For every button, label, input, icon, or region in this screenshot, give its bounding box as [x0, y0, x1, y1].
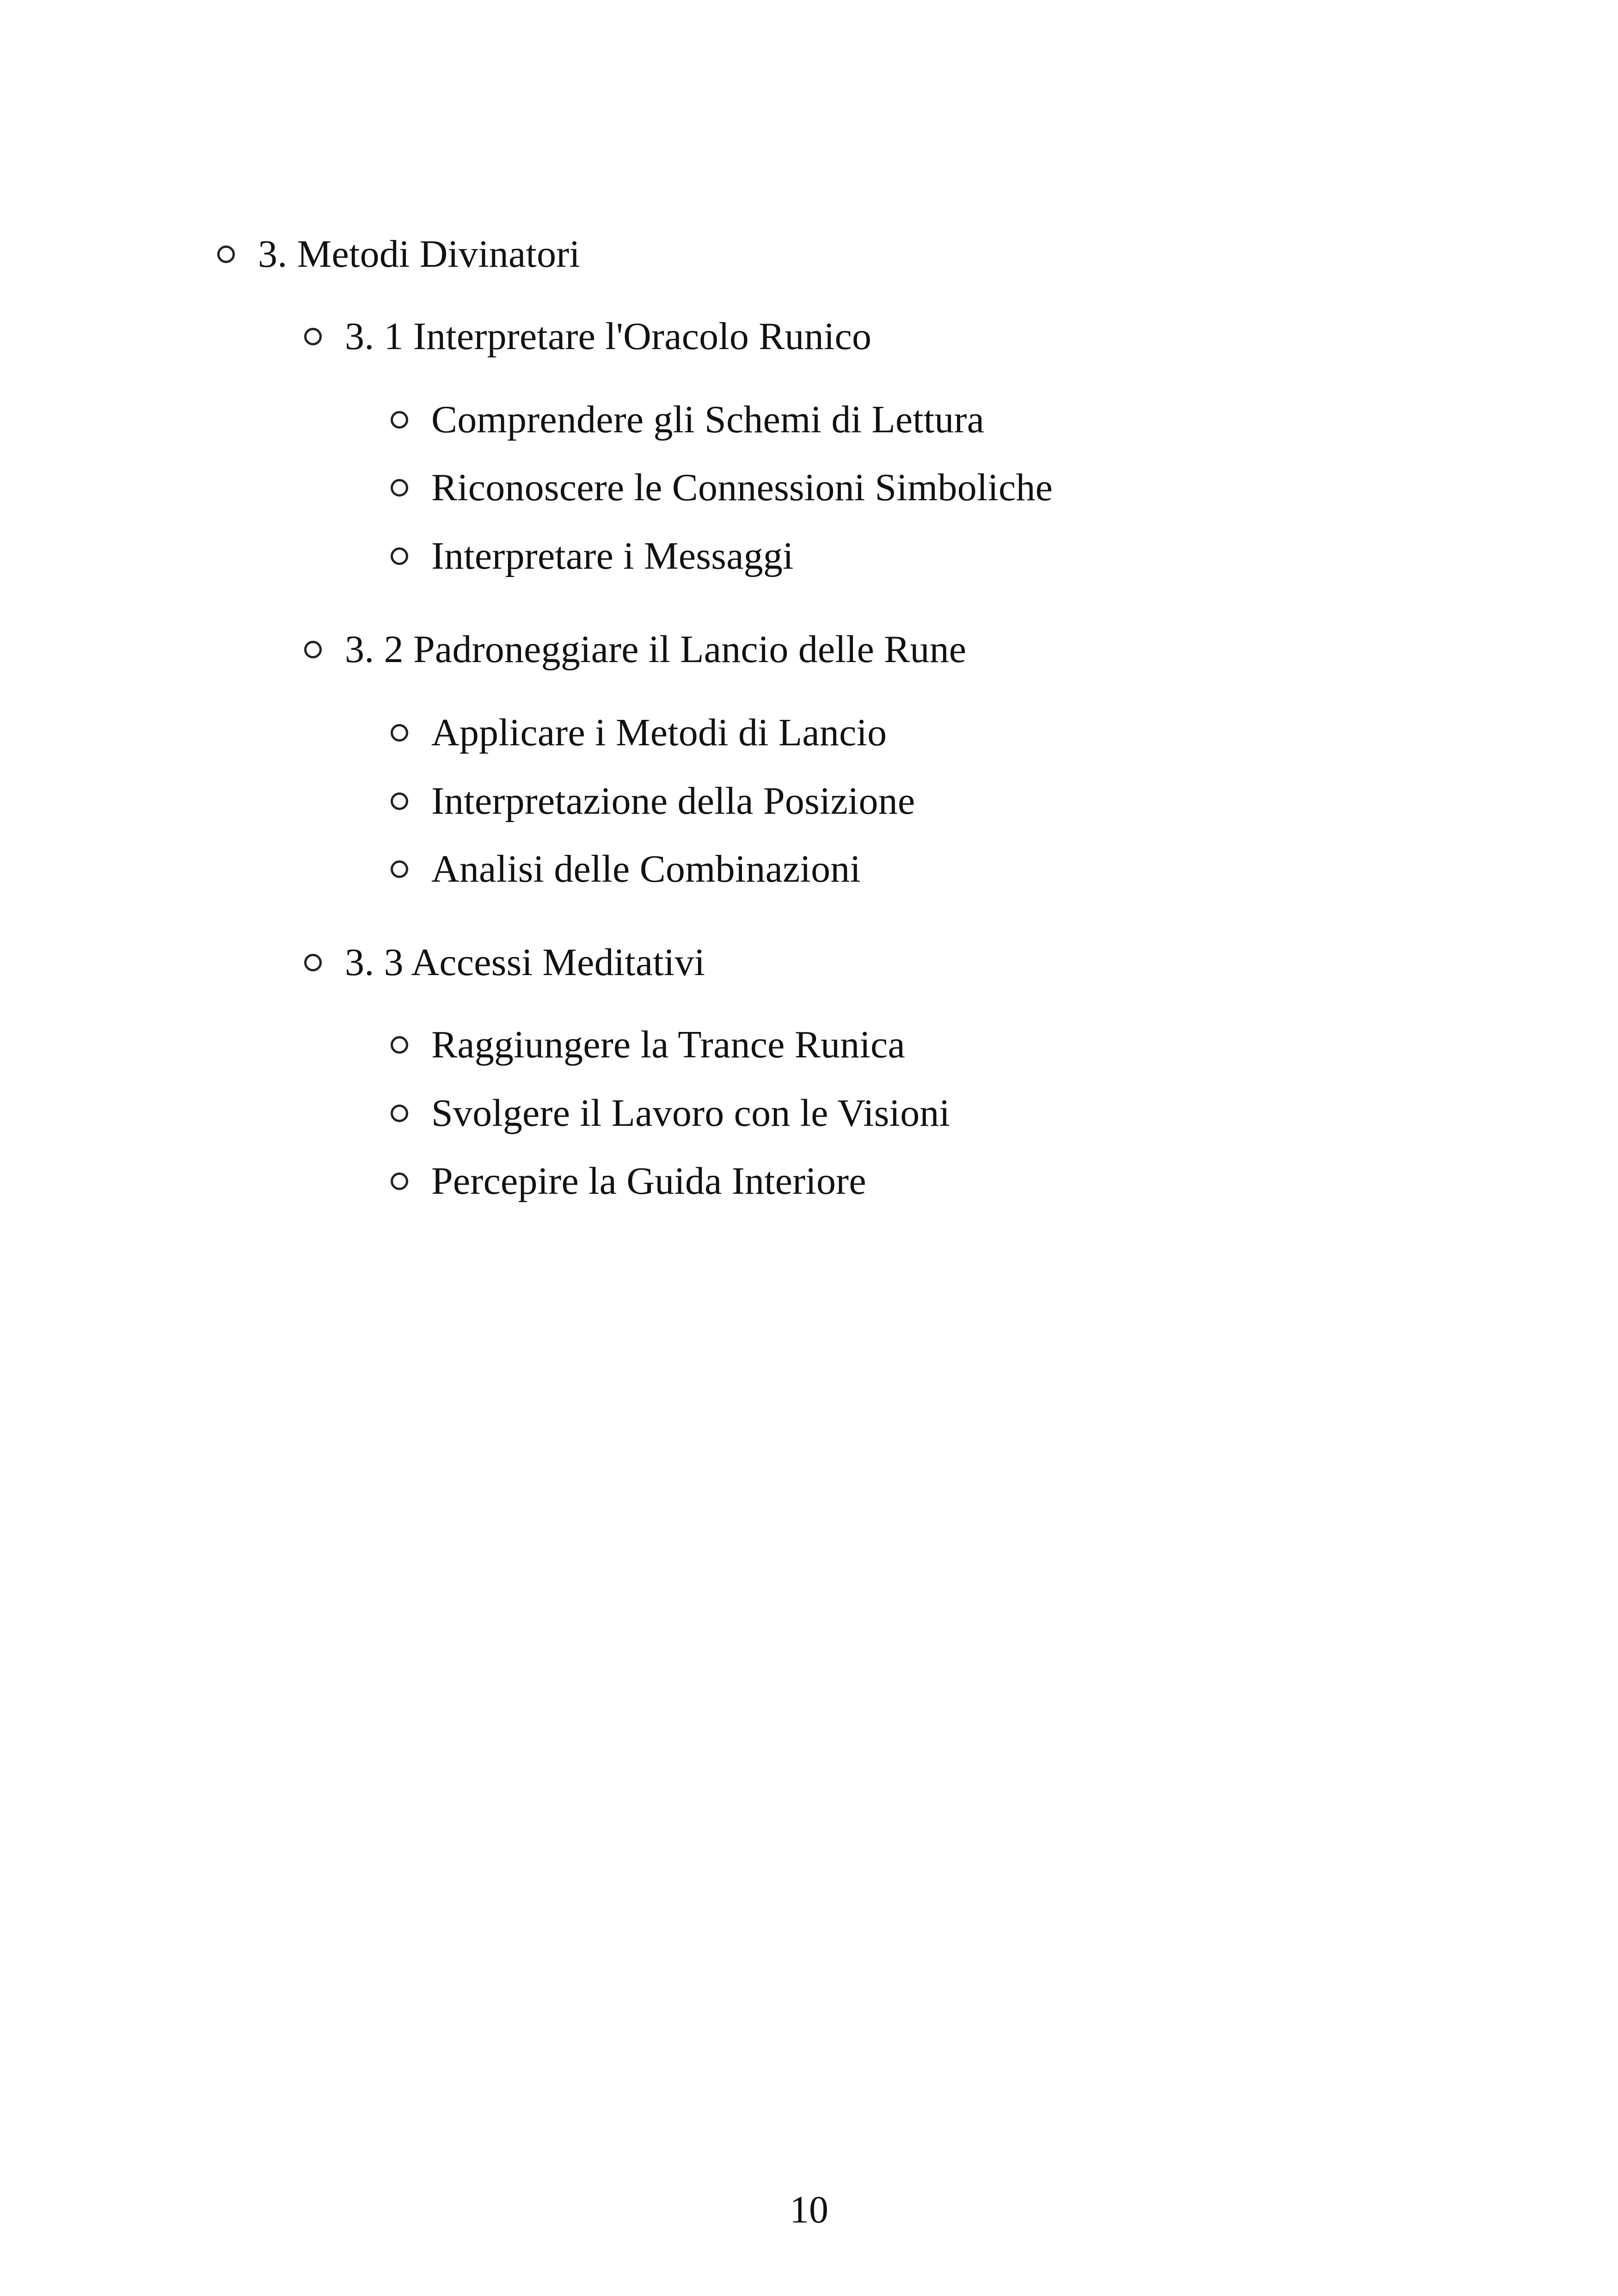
- hollow-circle-icon: [391, 1105, 408, 1122]
- hollow-circle-icon: [391, 547, 408, 565]
- section-title-text: 3. 1 Interpretare l'Oracolo Runico: [345, 315, 872, 358]
- hollow-circle-icon: [391, 479, 408, 497]
- list-item: [391, 774, 915, 829]
- list-item-text: Riconoscere le Connessioni Simboliche: [431, 466, 1053, 509]
- list-item: [391, 392, 984, 448]
- section-title: [304, 309, 871, 364]
- list-item-text: Comprendere gli Schemi di Lettura: [431, 398, 985, 441]
- hollow-circle-icon: [391, 1036, 408, 1054]
- list-item: [391, 528, 794, 584]
- list-item-text: Percepire la Guida Interiore: [431, 1160, 866, 1203]
- page-number: 10: [790, 2188, 828, 2231]
- section-title-text: 3. 3 Accessi Meditativi: [345, 941, 705, 984]
- list-item-text: Interpretazione della Posizione: [431, 780, 915, 823]
- hollow-circle-icon: [391, 1173, 408, 1190]
- hollow-circle-icon: [304, 641, 322, 658]
- list-item: [391, 460, 1053, 516]
- list-item-text: Analisi delle Combinazioni: [431, 847, 861, 890]
- hollow-circle-icon: [304, 328, 322, 345]
- hollow-circle-icon: [391, 724, 408, 742]
- section-title-text: 3. 2 Padroneggiare il Lancio delle Rune: [345, 628, 967, 671]
- list-item-text: Interpretare i Messaggi: [431, 534, 794, 577]
- outline-heading-text: 3. Metodi Divinatori: [258, 233, 580, 276]
- list-item: [391, 1086, 950, 1141]
- list-item: [391, 841, 861, 897]
- outline-heading: [217, 227, 580, 282]
- list-item: [391, 1017, 905, 1073]
- list-item-text: Applicare i Metodi di Lancio: [431, 711, 887, 754]
- section-title: [304, 935, 705, 990]
- hollow-circle-icon: [391, 860, 408, 878]
- list-item: [391, 1154, 866, 1209]
- hollow-circle-icon: [304, 954, 322, 971]
- hollow-circle-icon: [391, 411, 408, 429]
- hollow-circle-icon: [217, 246, 235, 263]
- list-item: [391, 705, 887, 761]
- list-item-text: Raggiungere la Trance Runica: [431, 1023, 906, 1066]
- hollow-circle-icon: [391, 792, 408, 810]
- section-title: [304, 622, 966, 677]
- list-item-text: Svolgere il Lavoro con le Visioni: [431, 1092, 950, 1135]
